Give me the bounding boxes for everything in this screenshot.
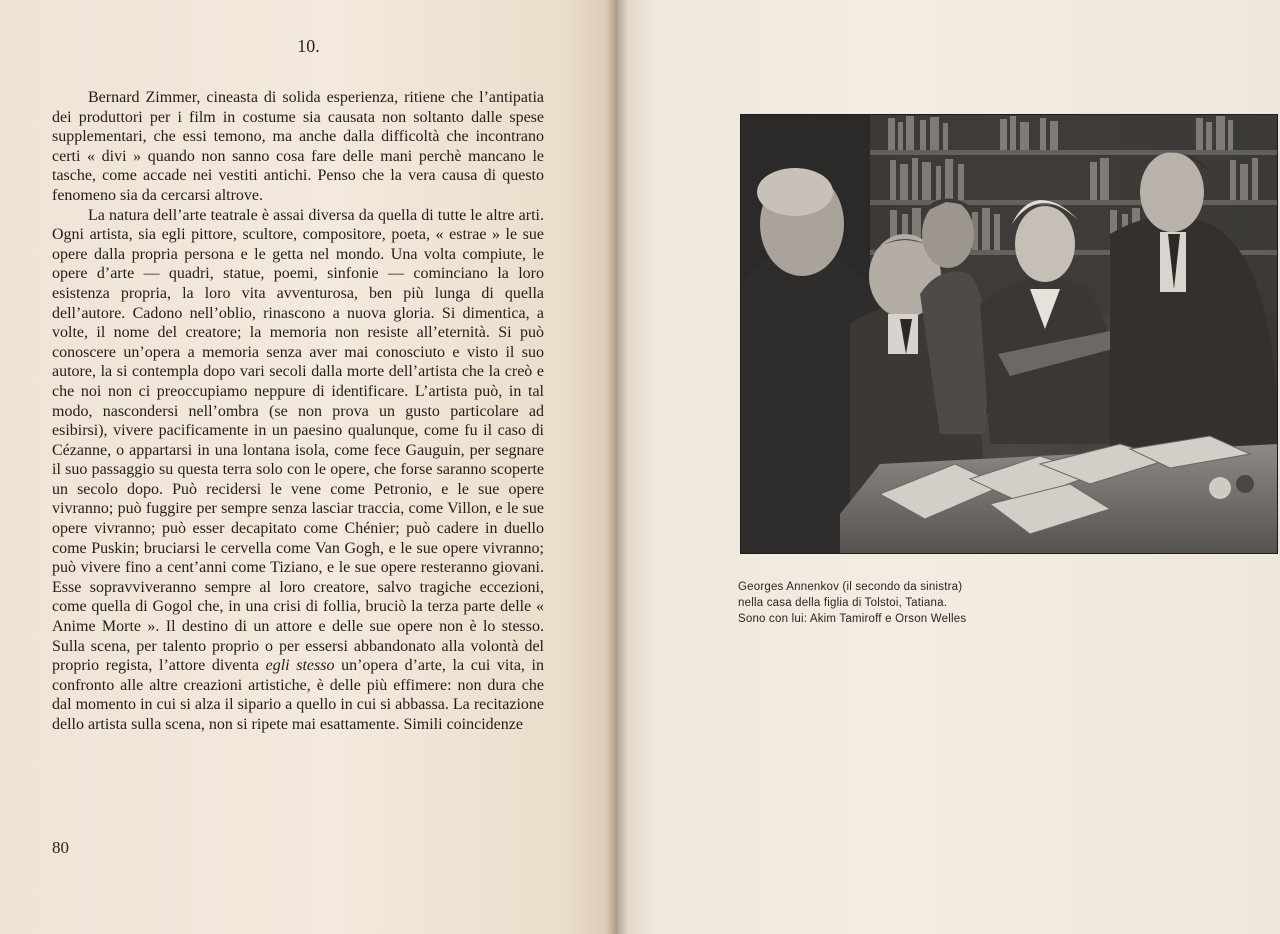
- chapter-number: 10.: [297, 36, 320, 56]
- paragraph-2-part-1: La natura dell’arte teatrale è assai diversa da quella di tutte le altre arti. Ogni artista, sia egli pittore, scultore, compositore, poeta, « estrae » le sue opere dalla propria persona e le getta nel mondo. Una volta compiute, le opere d’arte — quadri, statue, poemi, sinfonie — cominciano la loro esistenza propria, la loro vita avventurosa, ben più lunga di quella dell’autore. Cadono nell’oblio, rinascono a nuova gloria. Si dimentica, a volte, il nome del creatore; la memoria non resiste all’eternità. Si può conoscere un’opera a memoria senza aver mai conosciuto e visto il suo autore, la si contempla dopo vari secoli dalla morte dell’artista che la creò e che noi non ci preoccupiamo neppure di identificare. L’artista può, in tal modo, nascondersi nell’ombra (se non prova un gusto particolare ad esibirsi), vivere pacificamente in un paesino qualunque, come fu il caso di Cézanne, o appartarsi in una lontana isola, come fece Gauguin, per segnare il suo passaggio su questa terra solo con le opere, che forse saranno scoperte un secolo dopo. Può recidersi le vene come Petronio, e le sue opere vivranno; può fuggire per sempre senza lasciar traccia, come Villon, e le sue opere vivranno; può esser decapitato come Chénier; può cadere in duello come Puskin; bruciarsi le cervella come Van Gogh, e le sue opere vivranno; può vivere fino a cent’anni come Tiziano, e le sue opere resteranno giovani. Esse sopravviveranno sempre al loro creatore, salvo tragiche eccezioni, come quella di Gogol che, in una crisi di follia, bruciò la terza parte delle « Anime Morte ». Il destino di un attore e delle sue opere non è lo stesso. Sulla scena, per talento proprio o per essersi abbandonato alla volontà del proprio regista, l’attore diventa: [52, 206, 544, 675]
- photograph: [740, 114, 1278, 554]
- left-page: [0, 0, 617, 934]
- book-gutter: [606, 0, 628, 934]
- body-text: [52, 88, 544, 735]
- paragraph-2-part-2: un’opera d’arte, la cui vita, in confronto alle altre creazioni artistiche, è delle più effimere: non dura che dal momento in cui si alza il sipario a quello in cui si abbassa. La recitazione dello artista sulla scena, non si ripete mai esattamente. Simili coincidenze: [52, 657, 544, 733]
- caption-line-3: Sono con lui: Akim Tamiroff e Orson Welles: [738, 613, 967, 625]
- photograph-icon: [740, 114, 1278, 554]
- photo-caption: [738, 579, 1068, 627]
- italic-phrase: egli stesso: [265, 657, 335, 675]
- caption-line-2: nella casa della figlia di Tolstoi, Tatiana.: [738, 597, 948, 609]
- paragraph-2: [52, 206, 544, 735]
- caption-line-1: Georges Annenkov (il secondo da sinistra): [738, 581, 963, 593]
- paragraph-1: Bernard Zimmer, cineasta di solida esperienza, ritiene che l’antipatia dei produttori per i film in costume sia causata non soltanto dalle spese supplementari, che essi temono, ma anche dalla difficoltà che incontrano certi « divi » quando non sanno cosa fare delle mani perchè mancano le tasche, come accade nei vestiti antichi. Penso che la vera causa di questo fenomeno sia da cercarsi altrove.: [52, 89, 544, 204]
- page-number: 80: [52, 838, 69, 857]
